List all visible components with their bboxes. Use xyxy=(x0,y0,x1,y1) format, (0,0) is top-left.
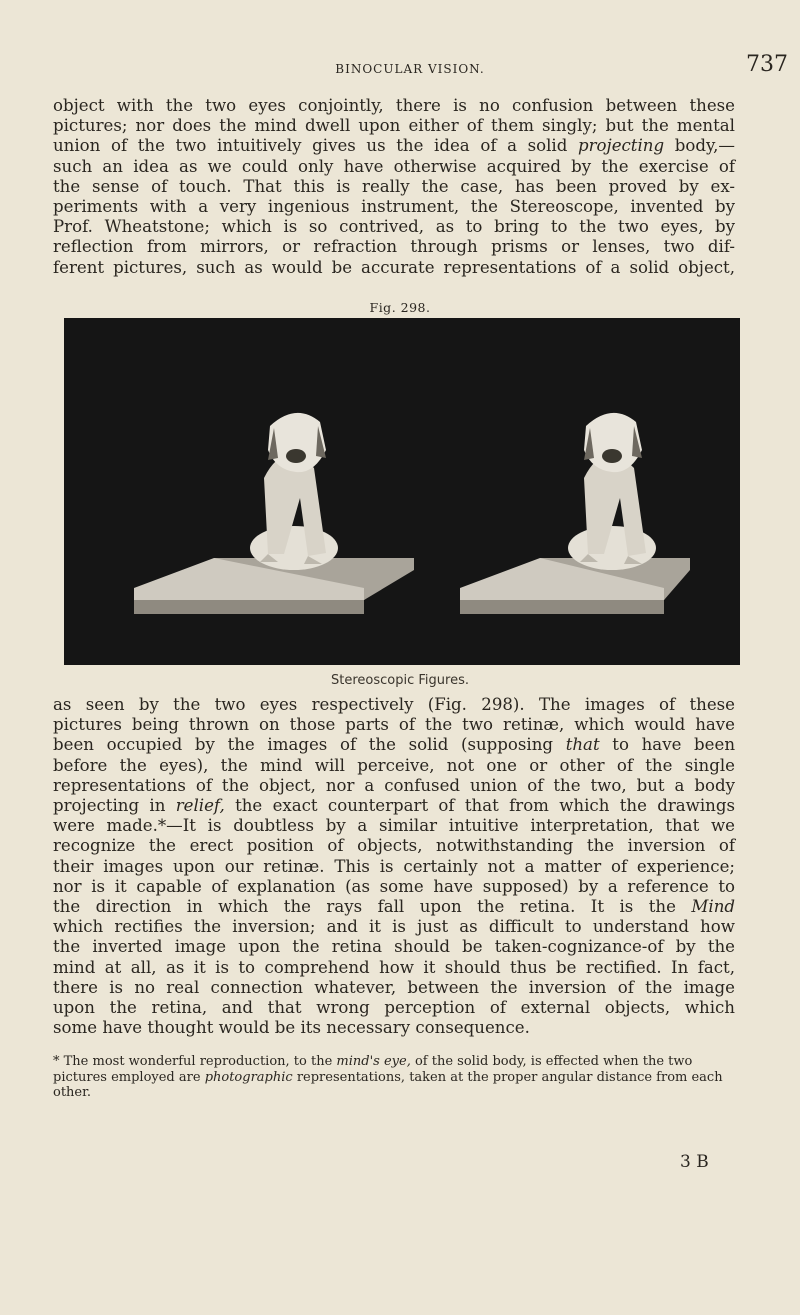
signature-mark: 3 B xyxy=(680,1152,709,1172)
text-line: nor is it capable of explanation (as some have supposed) by a reference to xyxy=(53,876,735,896)
italic-word: relief, xyxy=(175,796,225,816)
text-line: the inverted image upon the retina should be taken-cognizance-of by the xyxy=(53,937,735,957)
text-line: reflection from mirrors, or refraction through prisms or lenses, two dif- xyxy=(53,237,735,257)
text-line: there is no real connection whatever, between the inversion of the image xyxy=(53,977,735,997)
text-line: were made.*—It is doubtless by a similar intuitive interpretation, that we xyxy=(53,816,735,836)
text-line: projecting in relief, the exact counterpart of that from which the drawings xyxy=(53,796,736,816)
text-line: which rectifies the inversion; and it is just as difficult to understand how xyxy=(53,917,735,937)
text-line: ferent pictures, such as would be accurate representations of a solid object, xyxy=(53,257,735,277)
text-line: Prof. Wheatstone; which is so contrived, as to bring to the two eyes, by xyxy=(53,217,735,237)
text-line: been occupied by the images of the solid (supposing that to have been xyxy=(53,735,736,755)
text-line: pictures being thrown on those parts of the two retinæ, which would have xyxy=(53,715,735,735)
italic-word: photographic xyxy=(204,1069,293,1085)
paragraph-2 xyxy=(53,695,735,1038)
text-line: some have thought would be its necessary consequence. xyxy=(53,1018,530,1038)
text-line: periments with a very ingenious instrument, the Stereoscope, invented by xyxy=(53,197,735,217)
running-title: BINOCULAR VISION. xyxy=(335,62,485,76)
text-line: pictures; nor does the mind dwell upon either of them singly; but the mental xyxy=(53,116,735,136)
text-line: upon the retina, and that wrong perception of external objects, which xyxy=(53,998,735,1018)
stereoscopic-dogs-illustration xyxy=(64,318,740,665)
text-line: recognize the erect position of objects, notwithstanding the inversion of xyxy=(53,836,735,856)
text-line: their images upon our retinæ. This is certainly not a matter of experience; xyxy=(53,856,735,876)
italic-word: mind's eye, xyxy=(336,1054,411,1069)
italic-word: projecting xyxy=(578,136,665,156)
text-line: the sense of touch. That this is really the case, has been proved by ex- xyxy=(53,176,735,196)
text-line: as seen by the two eyes respectively (Fig. 298). The images of these xyxy=(53,695,735,714)
footnote: * The most wonderful reproduction, to the mind's eye, of the solid body, is effected when the two pictures employed are photographic representations, taken at the proper angular distance from each other. xyxy=(53,1054,723,1100)
text-line: object with the two eyes conjointly, there is no confusion between these xyxy=(53,96,735,115)
page-number: 737 xyxy=(746,52,788,77)
text-line: union of the two intuitively gives us the idea of a solid projecting body,— xyxy=(53,136,736,156)
stereoscopic-figure-image xyxy=(64,318,740,665)
italic-word: that xyxy=(565,735,600,755)
text-line: such an idea as we could only have otherwise acquired by the exercise of xyxy=(53,156,735,176)
text-line: the direction in which the rays fall upon the retina. It is the Mind xyxy=(53,897,736,917)
figure-caption: Stereoscopic Figures. xyxy=(331,673,469,688)
figure-label: Fig. 298. xyxy=(369,300,431,315)
text-line: before the eyes), the mind will perceive, not one or other of the single xyxy=(53,755,735,775)
paragraph-1 xyxy=(53,96,735,278)
text-line: representations of the object, nor a confused union of the two, but a body xyxy=(53,775,735,795)
text-line: mind at all, as it is to comprehend how it should thus be rectified. In fact, xyxy=(53,957,735,977)
italic-word: Mind xyxy=(691,897,736,917)
